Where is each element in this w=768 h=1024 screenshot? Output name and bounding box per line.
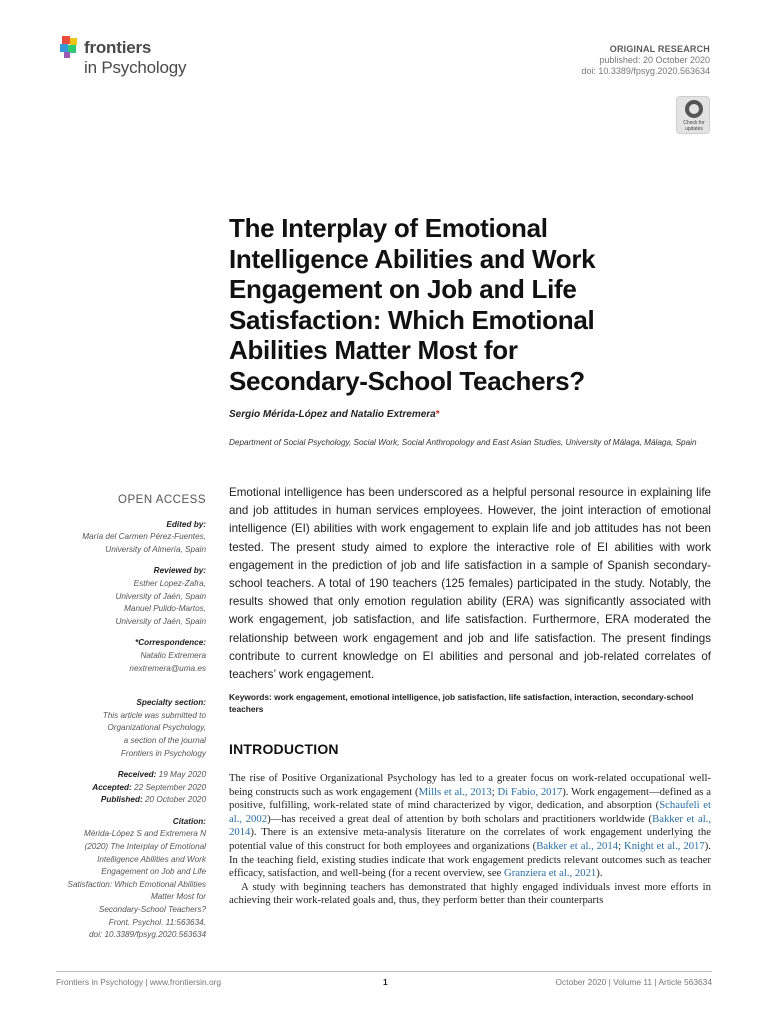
specialty-line: Frontiers in Psychology xyxy=(120,748,206,758)
frontiers-logo-icon xyxy=(56,34,84,62)
article-info-sidebar xyxy=(60,494,206,942)
correspondence-name: Natalio Extremera xyxy=(140,650,206,660)
citation-label: Citation: xyxy=(172,816,206,826)
reviewer-line: University of Jaén, Spain xyxy=(115,616,206,626)
correspondence-label: *Correspondence: xyxy=(135,638,206,648)
citation-link[interactable]: Bakker et al., 2014 xyxy=(229,812,712,839)
edited-by-label: Edited by: xyxy=(166,519,206,529)
specialty-section-label: Specialty section: xyxy=(136,698,206,708)
body-text-segment: )—has received a great deal of attention by both scholars and practitioners worldwide ( xyxy=(267,812,653,825)
page-number: 1 xyxy=(383,977,388,987)
journal-name-light: in Psychology xyxy=(84,58,187,77)
author-list xyxy=(229,409,440,420)
check-for-updates-label: Check for updates xyxy=(683,120,705,132)
footer-journal-link[interactable]: Frontiers in Psychology | www.frontiersin.org xyxy=(56,977,222,987)
accepted-date: Accepted: 22 September 2020 xyxy=(92,782,206,792)
article-doi[interactable]: doi: 10.3389/fpsyg.2020.563634 xyxy=(581,66,710,76)
intro-paragraph xyxy=(229,772,711,881)
abstract: Emotional intelligence has been underscored as a helpful personal resource in explaining life and job attitudes in human services employees. However, the joint interaction of emotional intelligence (EI) abilities with work engagement to explain life and job attitudes has not been tested. The present study aimed to explore the interactive role of EI abilities with work engagement in the prediction of job and life satisfaction in a sample of Spanish secondary-school teachers. A total of 190 teachers (125 females) participated in the study. Notably, the results showed that only emotion regulation ability (ERA) was significantly associated with work engagement, job satisfaction, and life satisfaction. Furthermore, ERA moderated the relationship between work engagement and job and life satisfaction. The present findings contribute to current knowledge on EI abilities and personal and job-related correlates of teachers’ work engagement. xyxy=(229,486,711,682)
body-text-segment: ; xyxy=(491,785,498,798)
citation-link[interactable]: Di Fabio, 2017 xyxy=(497,785,563,798)
article-header xyxy=(581,44,710,77)
correspondence-email[interactable]: nextremera@uma.es xyxy=(129,663,206,673)
reviewer-line: University of Jaén, Spain xyxy=(115,591,206,601)
specialty-line: This article was submitted to xyxy=(102,710,206,720)
citation-link[interactable]: Bakker et al., 2014 xyxy=(536,839,619,852)
citation-link[interactable]: Mills et al., 2013 xyxy=(418,785,492,798)
received-date: Received: 19 May 2020 xyxy=(117,770,206,780)
published-date-sidebar: Published: 20 October 2020 xyxy=(100,795,206,805)
published-date: published: 20 October 2020 xyxy=(599,55,710,65)
citation-link[interactable]: Granziera et al., 2021 xyxy=(503,867,597,880)
section-heading-introduction: INTRODUCTION xyxy=(229,741,339,757)
citation-line: Intelligence Abilities and Work xyxy=(97,854,206,864)
page-footer xyxy=(56,971,712,987)
reviewed-by-label: Reviewed by: xyxy=(153,566,206,576)
citation-line: Engagement on Job and Life xyxy=(101,867,206,877)
body-text-segment: ). There is an extensive meta-analysis literature on the correlates of work engagement underlying the potential value of this construct for both employees and organizations ( xyxy=(229,826,711,852)
specialty-line: Organizational Psychology, xyxy=(107,723,206,733)
open-access-label: OPEN ACCESS xyxy=(118,494,206,506)
reviewer-line: Esther Lopez-Zafra, xyxy=(133,578,206,588)
citation-line: Satisfaction: Which Emotional Abilities xyxy=(67,879,206,889)
intro-paragraph: A study with beginning teachers has demonstrated that highly engaged individuals invest more efforts in achieving their work-related goals and, thus, they perform better than their counterparts xyxy=(229,880,711,907)
body-text xyxy=(229,772,711,908)
citation-link[interactable]: Knight et al., 2017 xyxy=(624,839,705,852)
body-text-segment: ). In the teaching field, existing studies indicate that work engagement predicts relevant outcomes such as teacher efficacy, satisfaction, and well-being (for a recent overview, see xyxy=(229,839,711,880)
corresponding-author-mark: * xyxy=(435,409,440,420)
citation-doi[interactable]: doi: 10.3389/fpsyg.2020.563634 xyxy=(89,930,206,940)
citation-link[interactable]: Schaufeli et al., 2002 xyxy=(229,799,711,825)
citation-line: Matter Most for xyxy=(150,892,206,902)
body-text-segment: ). Work engagement—defined as a positive, fulfilling, work-related state of mind characterized by vigor, dedication, and absorption ( xyxy=(229,785,711,812)
specialty-line: a section of the journal xyxy=(123,735,206,745)
check-for-updates-button[interactable] xyxy=(676,96,710,134)
citation-line: (2020) The Interplay of Emotional xyxy=(84,842,206,852)
affiliation: Department of Social Psychology, Social Work, Social Anthropology and East Asian Studies, University of Málaga, Málaga, Spain xyxy=(229,438,697,447)
article-type: ORIGINAL RESEARCH xyxy=(609,44,710,54)
article-title: The Interplay of Emotional Intelligence Abilities and Work Engagement on Job and Life Satisfaction: Which Emotional Abilities Matter Most for Secondary-School Teachers? xyxy=(229,213,596,396)
body-text-segment: ). xyxy=(596,867,603,880)
citation-line: Secondary-School Teachers? xyxy=(98,905,206,915)
body-text-segment: The rise of Positive Organizational Psychology has led to a greater focus on work-related occupational well-being constructs such as work engagement ( xyxy=(229,772,711,798)
authors[interactable]: Sergio Mérida-López and Natalio Extremera xyxy=(229,409,436,420)
editor-line: María del Carmen Pérez-Fuentes, xyxy=(82,532,206,542)
journal-name-bold: frontiers xyxy=(84,38,152,57)
citation-line: Mérida-López S and Extremera N xyxy=(84,829,206,839)
journal-logo[interactable] xyxy=(56,34,206,80)
keywords: Keywords: work engagement, emotional intelligence, job satisfaction, life satisfaction, interaction, secondary-school teachers xyxy=(229,692,694,714)
body-text-segment: ; xyxy=(618,839,625,852)
reviewer-line: Manuel Pulido-Martos, xyxy=(124,604,206,614)
footer-issue-info: October 2020 | Volume 11 | Article 563634 xyxy=(555,977,712,987)
editor-line: University of Almería, Spain xyxy=(105,544,206,554)
citation-line: Front. Psychol. 11:563634. xyxy=(108,917,206,927)
